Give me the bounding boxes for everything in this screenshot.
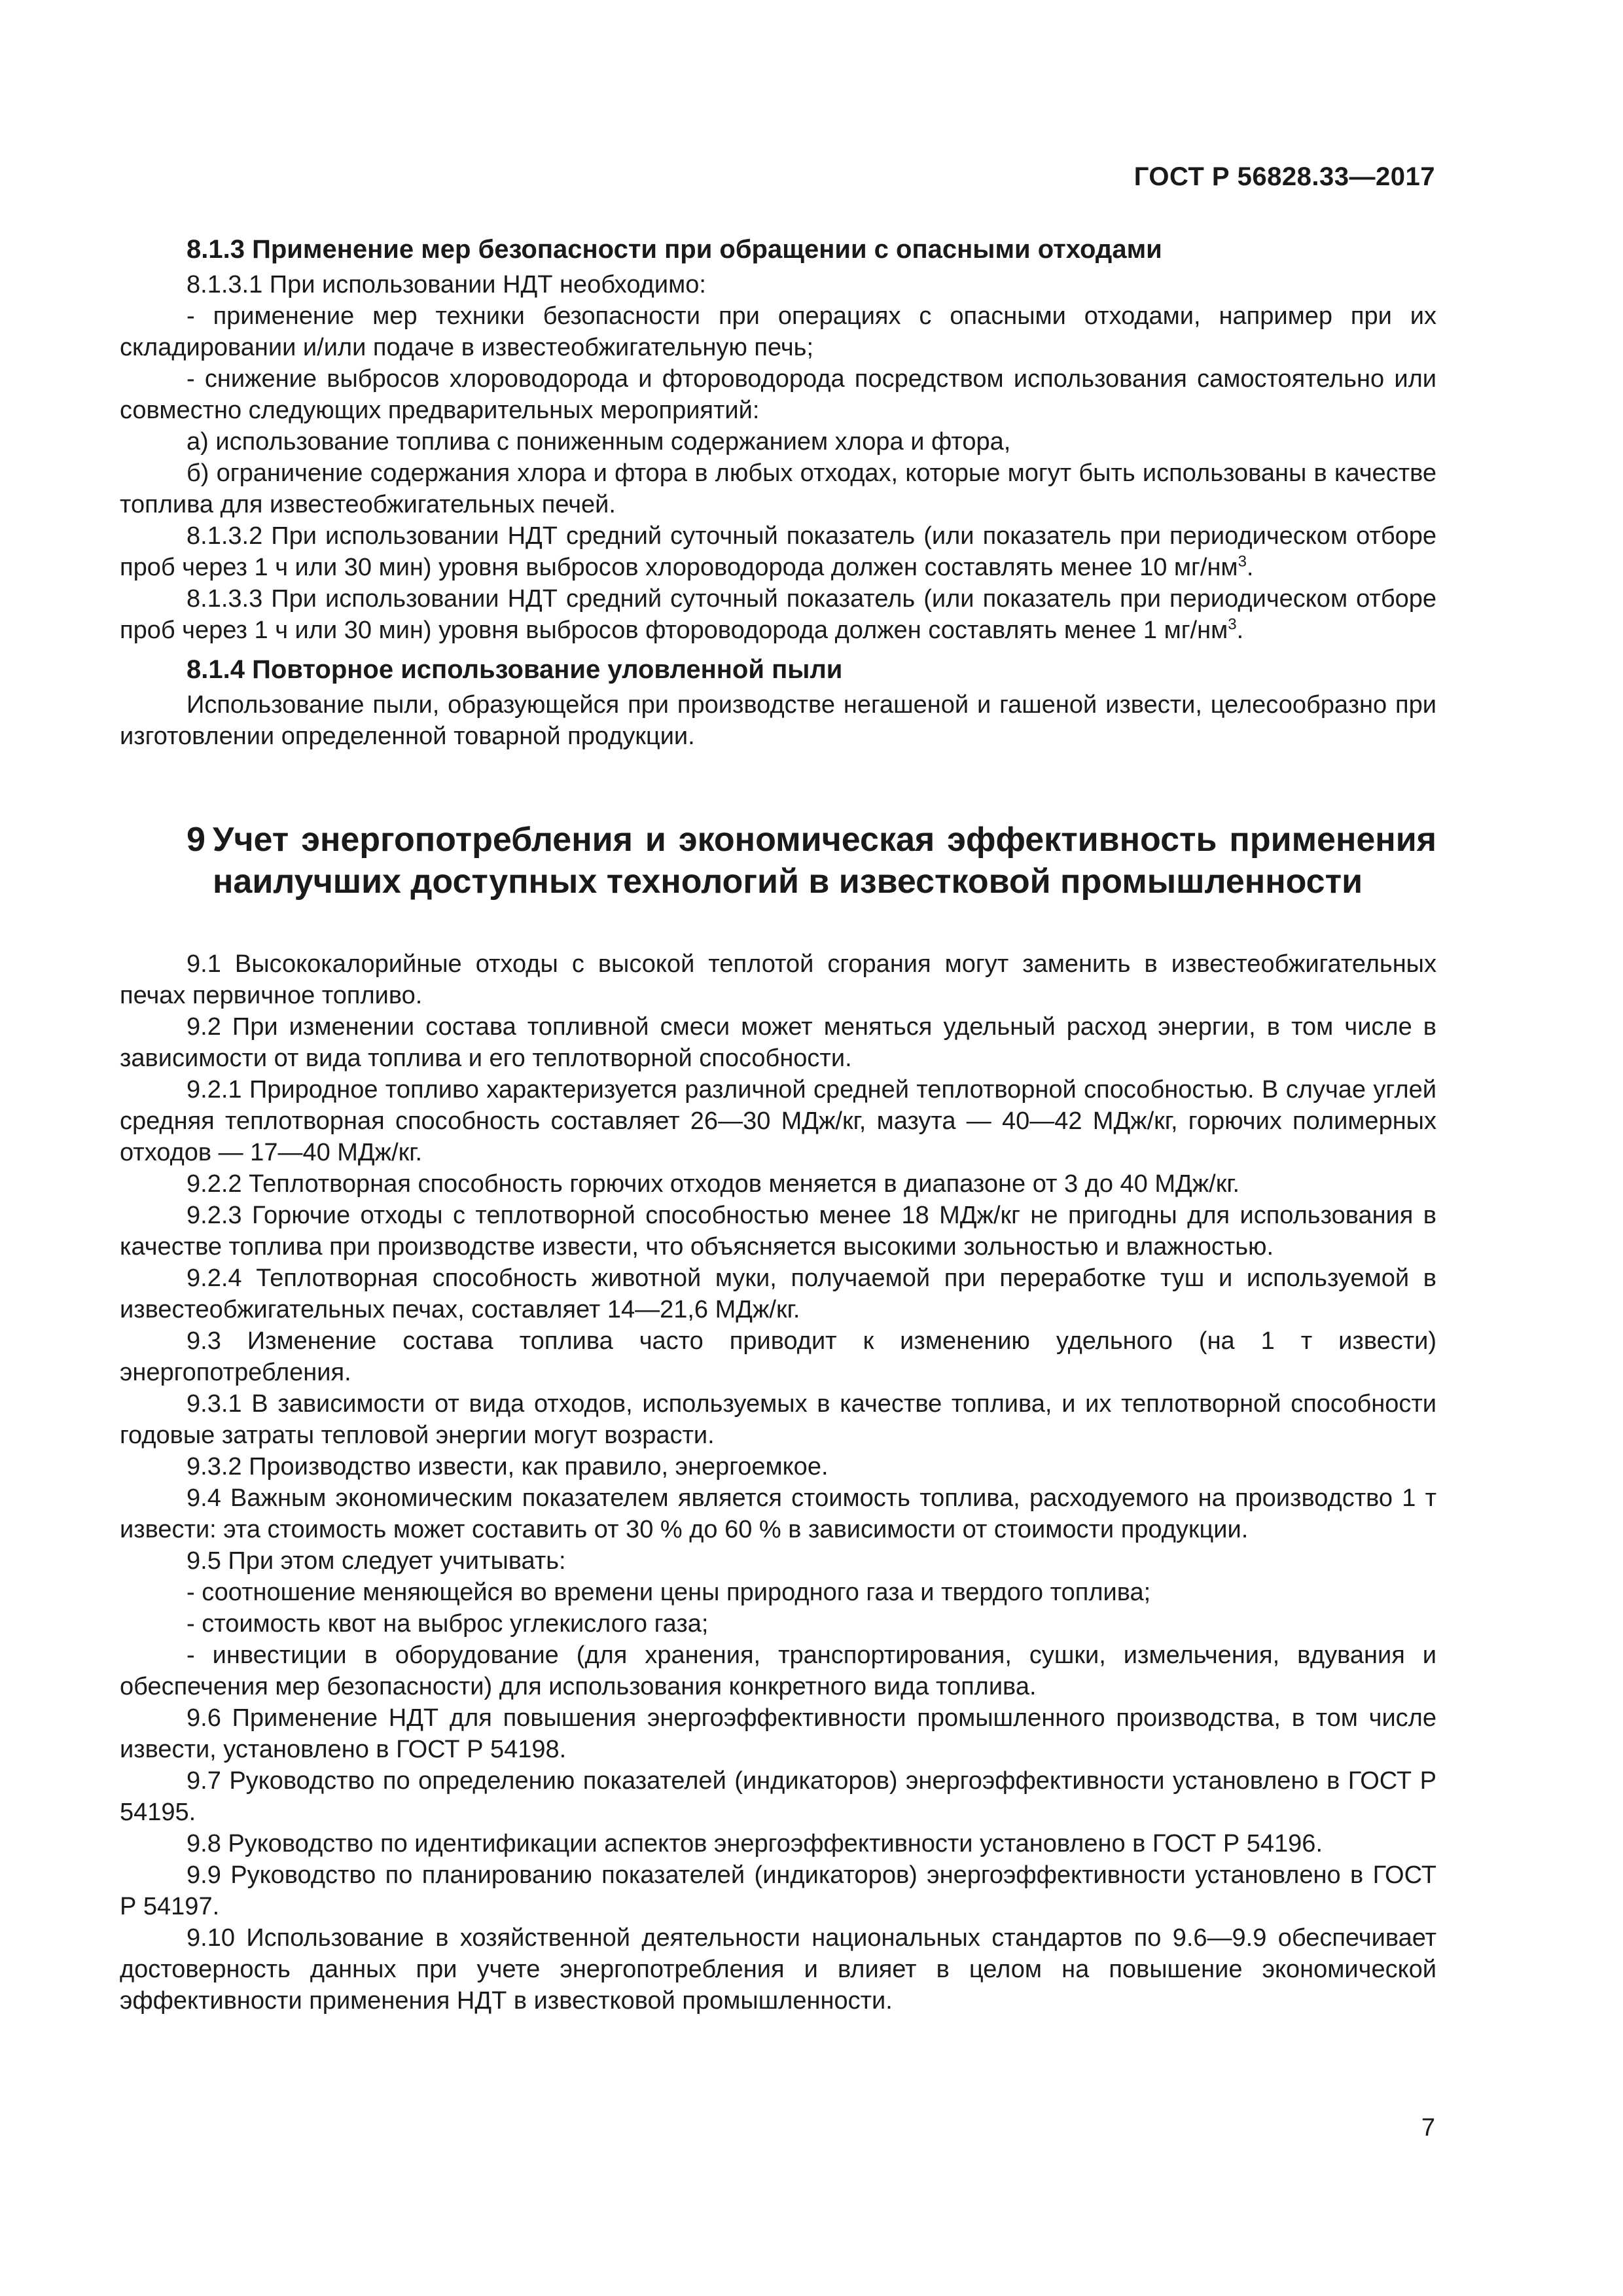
paragraph-9-2-1: 9.2.1 Природное топливо характеризуется различной средней теплотворной способностью. В случае углей средняя теплотворная способность составляет 26—30 МДж/кг, мазута — 40—42 МДж/кг, горючих полимерных отходов — 17—40 МДж/кг. [120,1076,1436,1166]
paragraph-9-1: 9.1 Высококалорийные отходы с высокой теплотой сгорания могут заменить в известеобжигательных печах первичное топливо. [120,950,1436,1009]
section-number: 9 [187,821,205,859]
paragraph-9-6: 9.6 Применение НДТ для повышения энергоэффективности промышленного производства, в том числе извести, установлено в ГОСТ Р 54198. [120,1704,1436,1763]
document-id-header: ГОСТ Р 56828.33—2017 [1133,162,1435,191]
paragraph-9-2-4: 9.2.4 Теплотворная способность животной муки, получаемой при переработке туш и используемой в известеобжигательных печах, составляет 14—21,6 МДж/кг. [120,1265,1436,1323]
paragraph-8-1-3-2 [120,520,1436,583]
period: . [1236,617,1244,644]
paragraph-8-1-4: Использование пыли, образующейся при производстве негашеной и гашеной извести, целесообразно при изготовлении определенной товарной продукции. [120,691,1436,750]
document-body [120,232,1436,2017]
list-item-gas-price: - соотношение меняющейся во времени цены природного газа и твердого топлива; [187,1579,1151,1606]
unit-superscript: 3 [1228,615,1237,634]
paragraph-9-7: 9.7 Руководство по определению показателей (индикаторов) энергоэффективности установлено в ГОСТ Р 54195. [120,1767,1436,1826]
paragraph-9-10: 9.10 Использование в хозяйственной деятельности национальных стандартов по 9.6—9.9 обеспечивает достоверность данных при учете энергопотребления и влияет в целом на повышение экономической эффективности применения НДТ в известковой промышленности. [120,1924,1436,2015]
list-item-co2-quota: - стоимость квот на выброс углекислого газа; [187,1610,709,1638]
subsection-heading-8-1-3: 8.1.3 Применение мер безопасности при обращении с опасными отходами [187,235,1162,264]
paragraph-9-2-2: 9.2.2 Теплотворная способность горючих отходов меняется в диапазоне от 3 до 40 МДж/кг. [187,1170,1240,1198]
paragraph-9-5: 9.5 При этом следует учитывать: [187,1547,566,1575]
list-item-a: а) использование топлива с пониженным содержанием хлора и фтора, [187,428,1011,456]
paragraph-9-3-1: 9.3.1 В зависимости от вида отходов, используемых в качестве топлива, и их теплотворной способности годовые затраты тепловой энергии могут возрасти. [120,1390,1436,1449]
paragraph-9-2-3: 9.2.3 Горючие отходы с теплотворной способностью менее 18 МДж/кг не пригодны для использования в качестве топлива при производстве извести, что объясняется высокими зольностью и влажностью. [120,1202,1436,1261]
paragraph-8-1-3-3-text: 8.1.3.3 При использовании НДТ средний суточный показатель (или показатель при периодическом отборе проб через 1 ч или 30 мин) уровня выбросов фтороводорода должен составлять менее 1 мг/нм [120,585,1436,644]
paragraph-9-4: 9.4 Важным экономическим показателем является стоимость топлива, расходуемого на производство 1 т извести: эта стоимость может составить от 30 % до 60 % в зависимости от стоимости продукции. [120,1484,1436,1543]
list-item-safety-measures: - применение мер техники безопасности при операциях с опасными отходами, например при их складировании и/или подаче в известеобжигательную печь; [120,302,1436,361]
period: . [1246,554,1254,581]
page-number: 7 [1421,2114,1435,2142]
paragraph-8-1-3-3 [120,583,1436,646]
list-item-investments: - инвестиции в оборудование (для хранения, транспортирования, сушки, измельчения, вдувания и обеспечения мер безопасности) для использования конкретного вида топлива. [120,1641,1436,1700]
section-title-text: Учет энергопотребления и экономическая эффективность применения наилучших доступных технологий в известковой промышленности [213,821,1436,901]
paragraph-9-8: 9.8 Руководство по идентификации аспектов энергоэффективности установлено в ГОСТ Р 54196. [187,1830,1323,1857]
list-item-emission-reduction: - снижение выбросов хлороводорода и фтороводорода посредством использования самостоятельно или совместно следующих предварительных мероприятий: [120,365,1436,424]
paragraph-9-3-2: 9.3.2 Производство извести, как правило, энергоемкое. [187,1453,829,1480]
paragraph-9-9: 9.9 Руководство по планированию показателей (индикаторов) энергоэффективности установлено в ГОСТ Р 54197. [120,1861,1436,1920]
unit-superscript: 3 [1238,552,1247,571]
paragraph-8-1-3-1: 8.1.3.1 При использовании НДТ необходимо: [187,271,706,298]
paragraph-9-3: 9.3 Изменение состава топлива часто приводит к изменению удельного (на 1 т извести) энергопотребления. [120,1327,1436,1386]
subsection-heading-8-1-4: 8.1.4 Повторное использование уловленной пыли [187,655,843,684]
paragraph-8-1-3-2-text: 8.1.3.2 При использовании НДТ средний суточный показатель (или показатель при периодическом отборе проб через 1 ч или 30 мин) уровня выбросов хлороводорода должен составлять менее 10 мг/нм [120,522,1436,581]
paragraph-9-2: 9.2 При изменении состава топливной смеси может меняться удельный расход энергии, в том числе в зависимости от вида топлива и его теплотворной способности. [120,1013,1436,1072]
section-heading-9 [146,819,1436,903]
list-item-b: б) ограничение содержания хлора и фтора в любых отходах, которые могут быть использованы в качестве топлива для известеобжигательных печей. [120,459,1436,518]
